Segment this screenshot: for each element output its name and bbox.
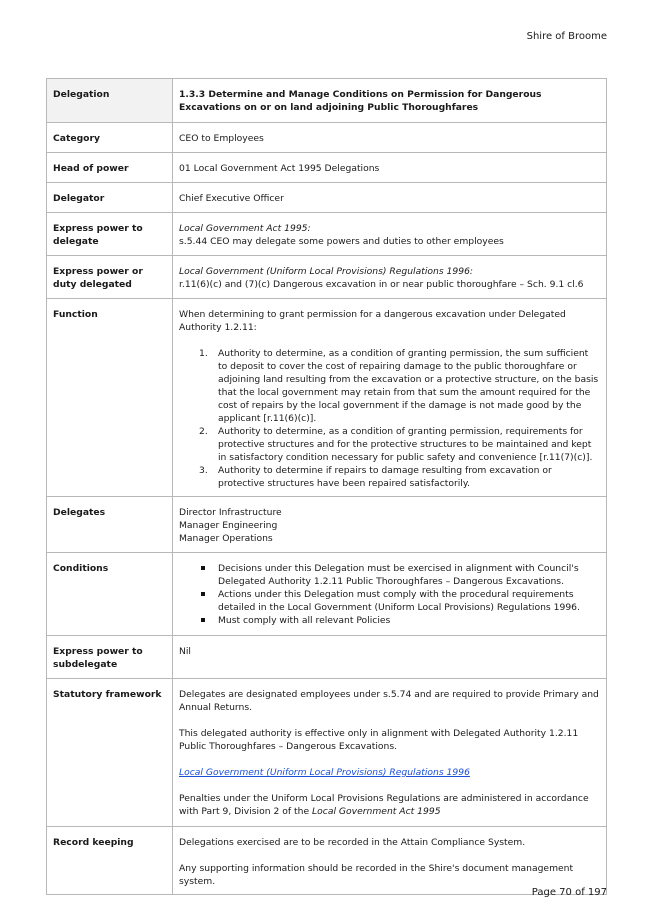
list-item: Director Infrastructure: [179, 507, 282, 518]
regulations-link[interactable]: Local Government (Uniform Local Provisions) Regulations 1996: [179, 767, 470, 778]
row-express-power-to-delegate: [47, 213, 607, 256]
list-item: Actions under this Delegation must comply with the procedural requirements detailed in the Local Government (Uniform Local Provisions) Regulations 1996.: [179, 588, 600, 614]
delegates-value: [173, 497, 607, 553]
row-delegator: [47, 183, 607, 213]
list-item: 1. Authority to determine, as a condition of granting permission, the sum sufficient to deposit to cover the cost of repairing damage to the public thoroughfare or adjoining land resulting from the excavation or a protective structure, on the basis that the local government may retain from that sum the amount required for the cost of repairs by the local government if the damage is not made good by the applicant [r.11(6)(c)].: [199, 348, 599, 424]
row-delegation: [47, 79, 607, 123]
label-statutory-framework: Statutory framework: [47, 679, 173, 827]
framework-paragraph: This delegated authority is effective only in alignment with Delegated Authority 1.2.11 Public Thoroughfares – Dangerous Excavations.: [179, 728, 579, 752]
act-name: Local Government Act 1995: [312, 806, 441, 817]
power-text: s.5.44 CEO may delegate some powers and duties to other employees: [179, 236, 504, 247]
label-function: Function: [47, 299, 173, 497]
label-category: Category: [47, 123, 173, 153]
function-intro: When determining to grant permission for a dangerous excavation under Delegated Authority 1.2.11:: [179, 309, 566, 333]
label-delegates: Delegates: [47, 497, 173, 553]
row-function: [47, 299, 607, 497]
express-power-delegated-value: [173, 256, 607, 299]
list-item: 3. Authority to determine if repairs to damage resulting from excavation or protective structures have been repaired satisfactorily.: [199, 465, 552, 489]
page-header-organisation: Shire of Broome: [526, 31, 607, 42]
label-head-of-power: Head of power: [47, 153, 173, 183]
conditions-list: [179, 562, 600, 627]
head-of-power-value: 01 Local Government Act 1995 Delegations: [173, 153, 607, 183]
subdelegate-value: Nil: [173, 636, 607, 679]
row-express-power-delegated: [47, 256, 607, 299]
statutory-framework-value: [173, 679, 607, 827]
label-delegator: Delegator: [47, 183, 173, 213]
record-paragraph: Any supporting information should be recorded in the Shire's document management system.: [179, 863, 574, 887]
record-paragraph: Delegations exercised are to be recorded in the Attain Compliance System.: [179, 837, 526, 848]
list-item: 2. Authority to determine, as a condition of granting permission, requirements for protective structures and for the protective structures to be maintained and kept in satisfactory condition necessary for public safety and convenience [r.11(7)(c)].: [199, 426, 593, 463]
delegation-title: 1.3.3 Determine and Manage Conditions on Permission for Dangerous Excavations on or on land adjoining Public Thoroughfares: [173, 79, 607, 123]
list-item: Manager Operations: [179, 533, 273, 544]
label-express-power-to-subdelegate: Express power to subdelegate: [47, 636, 173, 679]
list-item: Decisions under this Delegation must be exercised in alignment with Council's Delegated Authority 1.2.11 Public Thoroughfares – Dangerous Excavations.: [179, 562, 600, 588]
label-conditions: Conditions: [47, 553, 173, 636]
act-name: Local Government Act 1995:: [179, 223, 311, 234]
row-statutory-framework: [47, 679, 607, 827]
framework-paragraph: Delegates are designated employees under s.5.74 and are required to provide Primary and Annual Returns.: [179, 689, 599, 713]
row-express-power-to-subdelegate: [47, 636, 607, 679]
delegator-value: Chief Executive Officer: [173, 183, 607, 213]
label-record-keeping: Record keeping: [47, 827, 173, 895]
list-item: Must comply with all relevant Policies: [179, 614, 600, 627]
label-express-power-to-delegate: Express power to delegate: [47, 213, 173, 256]
delegation-table: [46, 78, 607, 895]
conditions-value: [173, 553, 607, 636]
label-express-power-delegated: Express power or duty delegated: [47, 256, 173, 299]
function-list: [179, 347, 600, 490]
record-keeping-value: [173, 827, 607, 895]
page-number: Page 70 of 197: [531, 887, 607, 898]
framework-paragraph: Penalties under the Uniform Local Provisions Regulations are administered in accordance with Part 9, Division 2 of the Local Government Act 1995: [179, 793, 589, 817]
category-value: CEO to Employees: [173, 123, 607, 153]
express-power-to-delegate-value: [173, 213, 607, 256]
list-item: Manager Engineering: [179, 520, 278, 531]
row-delegates: [47, 497, 607, 553]
row-category: [47, 123, 607, 153]
row-conditions: [47, 553, 607, 636]
row-head-of-power: [47, 153, 607, 183]
label-delegation: Delegation: [47, 79, 173, 123]
row-record-keeping: [47, 827, 607, 895]
power-text: r.11(6)(c) and (7)(c) Dangerous excavation in or near public thoroughfare – Sch. 9.1 cl.6: [179, 279, 584, 290]
regulation-name: Local Government (Uniform Local Provisions) Regulations 1996:: [179, 266, 474, 277]
function-value: [173, 299, 607, 497]
